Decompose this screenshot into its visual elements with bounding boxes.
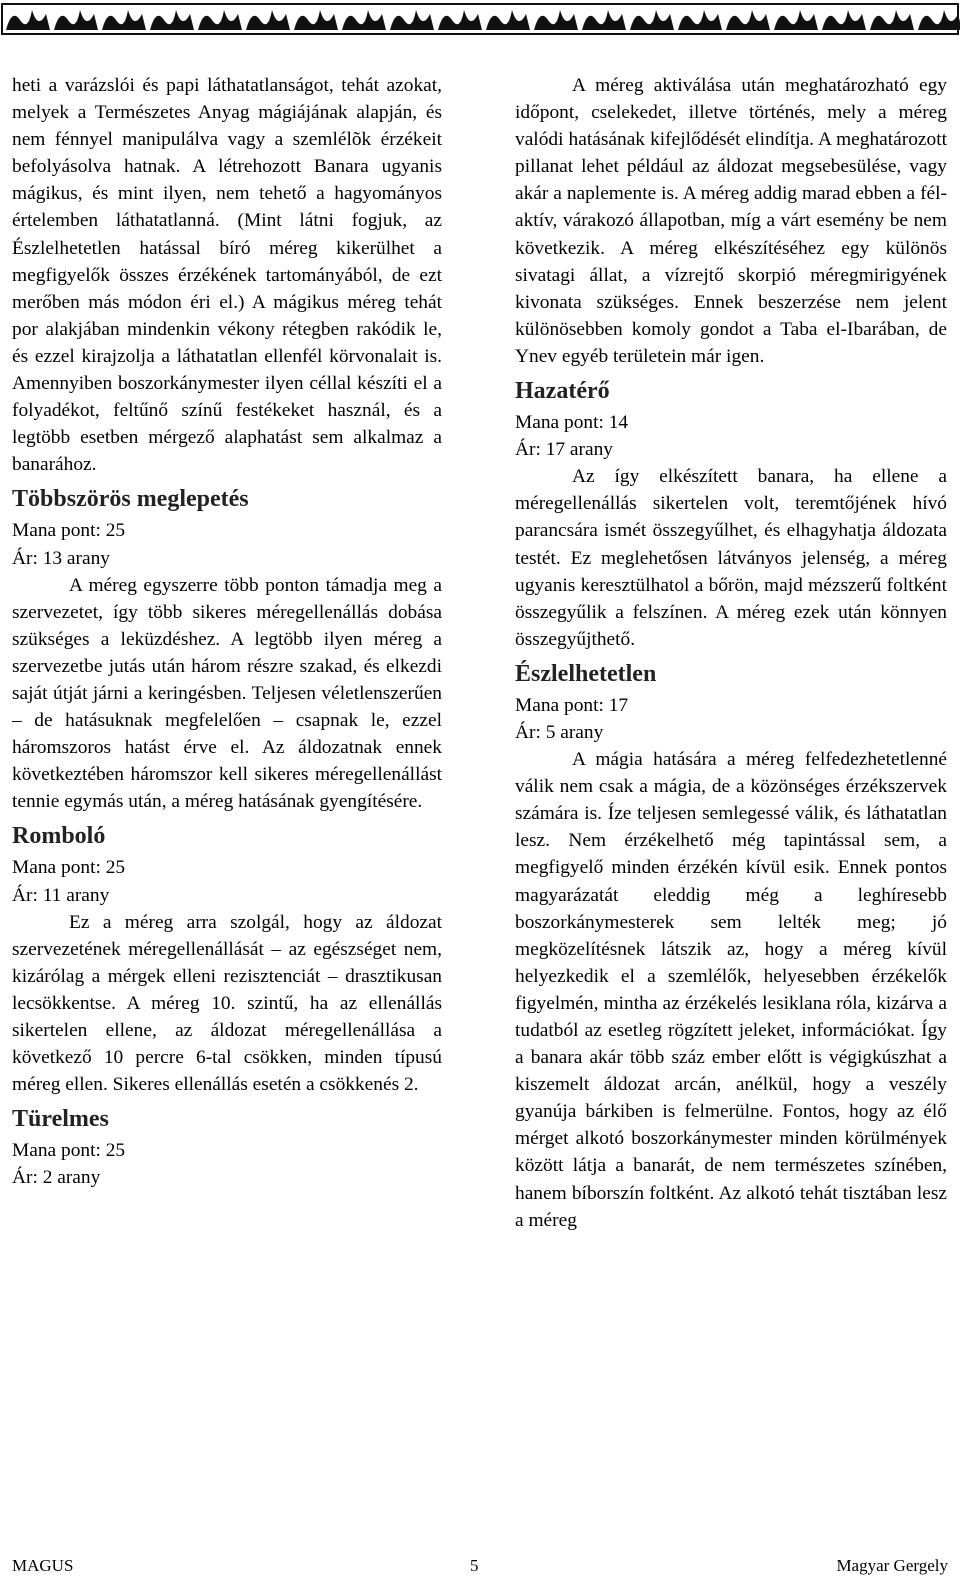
right-intro-paragraph: A méreg aktiválása után meghatározható egy időpont, cselekedet, illetve történés, mely a méreg valódi hatásának kifejlődését elindítja. A meghatározott pillanat lehet például az áldozat megsebesülése, vagy akár a naplemente is. A méreg addig marad ebben a fél-aktív, várakozó állapotban, míg a várt esemény be nem következik. A méreg elkészítéséhez egy különös sivatagi állat, a vízrejtő skorpió méregmirigyének kivonata szükséges. Ennek beszerzése nem jelent különösebben komoly gondot a Taba el-Ibarában, de Ynev egyéb területein már igen. — [515, 75, 947, 367]
price: Ár: 13 arany — [12, 547, 110, 569]
footer-title: MAGUS — [12, 1556, 74, 1575]
ornament-dot — [71, 9, 77, 15]
ornament-dot — [935, 9, 941, 15]
footer-author: Magyar Gergely — [836, 1556, 948, 1575]
ornament-dot — [743, 9, 749, 15]
ornament-dot — [359, 9, 365, 15]
ornament-dot — [263, 9, 269, 15]
section-text: Ez a méreg arra szolgál, hogy az áldozat szervezetének méregellenállását – az egészséget nem, kizárólag a mérgek elleni rezisztenciát – drasztikusan lecsökkentse. A méreg 10. szintű, ha az ellenállás sikertelen ellene, az áldozat méregellenállása a következő 10 percre 6-tal csökken, minden típusú méreg ellen. Sikeres ellenállás esetén a csökkenés 2. — [12, 911, 442, 1096]
ornament-dot — [551, 9, 557, 15]
ornament-dot — [887, 9, 893, 15]
ornament-dot — [695, 9, 701, 15]
price: Ár: 5 arany — [515, 721, 604, 743]
section-text: A mágia hatására a méreg felfedezhetetlenné válik nem csak a mágia, de a közönséges érzékszervek számára is. Íze teljesen semlegessé válik, és láthatatlan lesz. Nem érzékelhető még tapintással sem, a megfigyelő minden érzékén kívül esik. Ennek pontos magyarázatát eleddig még a leghíresebb boszorkánymesterek sem lelték meg; jó megközelítésnek látszik az, hogy a méreg kívül helyezkedik el a szemlélők, helyesebben érzékelők figyelmén, mintha az érzékelés lesiklana róla, kizárva a tudatból az esetleg rögzített jeleket, információkat. Így a banara akár több száz ember előtt is végigkúszhat a kiszemelt áldozat arcán, anélkül, hogy a veszély gyanúja bárkiben is felmerülne. Fontos, hogy az élő mérget alkotó boszorkánymester minden körülmények között látja a banarát, de nem természetes színében, hanem bíborszín foltként. Az alkotó tehát tisztában lesz a méreg — [515, 749, 947, 1231]
header-ornament-band — [0, 0, 960, 40]
section-text: A méreg egyszerre több ponton támadja meg a szervezetet, így több sikeres méregellenállás dobása szükséges a leküzdéshez. A legtöbb ilyen méreg a szervezetbe jutás után három részre szakad, és elkezdi saját útját járni a keringésben. Teljesen véletlenszerűen – de hatásuknak megfelelően – csapnak le, ezzel háromszoros hatást érve el. Az áldozatnak ennek következtében háromszor kell sikeres méregellenállást tennie egymás után, a méreg hatásának gyengítésére. — [12, 574, 442, 813]
price: Ár: 11 arany — [12, 884, 110, 906]
ornament-dot — [167, 9, 173, 15]
mana-cost: Mana pont: 25 — [12, 1140, 126, 1162]
price: Ár: 17 arany — [515, 439, 613, 461]
left-column — [12, 72, 442, 1191]
page-footer — [12, 1553, 948, 1579]
section-text: Az így elkészített banara, ha ellene a méregellenállás sikertelen volt, teremtőjének hívó parancsára ismét összegyűlhet, és elhagyhatja áldozata testét. Ez meglehetősen látványos jelenség, a méreg ugyanis keresztülhatol a bőrön, majd mézszerű foltként összegyűlik a felszínen. A méreg ezek után könnyen összegyűjthető. — [515, 466, 947, 650]
section-title: Észlelhetetlen — [515, 660, 657, 687]
mana-cost: Mana pont: 14 — [515, 412, 629, 434]
mana-cost: Mana pont: 25 — [12, 520, 126, 542]
section-turelmes — [12, 1104, 442, 1191]
mana-cost: Mana pont: 25 — [12, 857, 126, 879]
ornament-dot — [503, 9, 509, 15]
ornament-dot — [455, 9, 461, 15]
section-title: Türelmes — [12, 1106, 109, 1133]
page-number: 5 — [470, 1556, 479, 1575]
decorative-border-ornament-icon — [0, 0, 960, 40]
section-title: Hazatérő — [515, 378, 610, 405]
ornament-dot — [23, 9, 29, 15]
ornament-dot — [215, 9, 221, 15]
right-column — [515, 72, 947, 1234]
ornament-dot — [119, 9, 125, 15]
ornament-dot — [407, 9, 413, 15]
left-intro-paragraph: heti a varázslói és papi láthatatlanságot, tehát azokat, melyek a Természetes Anyag mágiájának alapján, és nem fénnyel manipulálva vagy a szemlélõk érzékeit befolyásolva hatnak. A létrehozott Banara ugyanis mágikus, és mint ilyen, nem tehető a hagyományos értelemben láthatatlanná. (Mint látni fogjuk, az Észlelhetetlen hatással bíró méreg kikerülhet a megfigyelők összes érzékének tartományából, de ezt merőben más módon éri el.) A mágikus méreg tehát por alakjában mindenkin vékony rétegben rakódik le, és ezzel kirajzolja a láthatatlan ellenfél körvonalait is. Amennyiben boszorkánymester ilyen céllal készíti el a folyadékot, feltűnő színű festékeket használ, és a legtöbb esetben mérgező alaphatást sem alkalmaz a banarához. — [12, 75, 442, 476]
section-title: Többszörös meglepetés — [12, 486, 249, 513]
section-title: Romboló — [12, 823, 106, 850]
ornament-dot — [647, 9, 653, 15]
ornament-dot — [839, 9, 845, 15]
mana-cost: Mana pont: 17 — [515, 694, 629, 716]
section-rombolo — [12, 821, 442, 1098]
section-hazatero — [515, 376, 947, 653]
ornament-dot — [791, 9, 797, 15]
ornament-dot — [599, 9, 605, 15]
ornament-dot — [311, 9, 317, 15]
section-tobbszoros-meglepetes — [12, 484, 442, 815]
section-eszlelhetetlen — [515, 659, 947, 1234]
price: Ár: 2 arany — [12, 1167, 101, 1189]
